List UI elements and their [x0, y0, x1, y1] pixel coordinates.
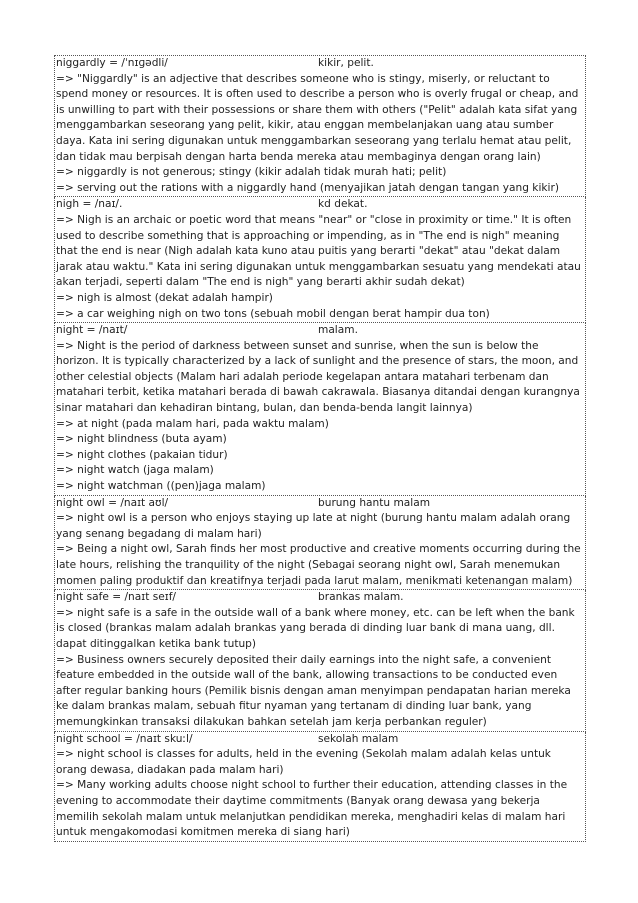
entry-meaning: burung hantu malam [318, 496, 431, 509]
entry-term: niggardly = /ˈnɪɡədli/ [56, 57, 168, 69]
entry-meaning: sekolah malam [318, 732, 399, 745]
entry-header [56, 56, 584, 72]
entry-line: => "Niggardly" is an adjective that describes someone who is stingy, miserly, or reluctant to spend money or resources. It is often used to describe a person who is overly frugal or cheap, and is unwilling to part with their possessions or share them with others ("Pelit" adalah kata sifat yang menggambarkan seseorang yang pelit, kikir, atau enggan membelanjakan uang atau sumber daya. Kata ini sering digunakan untuk menggambarkan seseorang yang terlalu hemat atau pelit, dan tidak mau berpisah dengan harta benda mereka atau membaginya dengan orang lain) [56, 72, 579, 163]
entry-line: => night blindness (buta ayam) [56, 433, 227, 446]
entry-header [56, 732, 584, 748]
entry-line: => night safe is a safe in the outside wall of a bank where money, etc. can be left when the bank is closed (brankas malam adalah brankas yang berada di dinding luar bank di mana uang, dll. dapat ditinggalkan ketika bank tutup) [56, 606, 575, 650]
entry-line: => a car weighing nigh on two tons (sebuah mobil dengan berat hampir dua ton) [56, 307, 490, 320]
entry-meaning: brankas malam. [318, 591, 404, 604]
entry-line: => night clothes (pakaian tidur) [56, 448, 228, 461]
entry-line: => Night is the period of darkness between sunset and sunrise, when the sun is below the horizon. It is typically characterized by a lack of sunlight and the presence of stars, the moon, and other celestial objects (Malam hari adalah periode kegelapan antara matahari terbenam dan matahari terbit, ketika matahari berada di bawah cakrawala. Biasanya ditandai dengan kurangnya sinar matahari dan kehadiran bintang, bulan, dan benda-benda langit lainnya) [56, 339, 580, 415]
entry-term: night safe = /naɪt seɪf/ [56, 591, 176, 604]
entry-line: => Many working adults choose night school to further their education, attending classes in the evening to accommodate their daytime commitments (Banyak orang dewasa yang bekerja memilih sekolah malam untuk melanjutkan pendidikan mereka, menghadiri kelas di malam hari untuk mengakomodasi komitmen mereka di siang hari) [56, 779, 568, 839]
entry-header [56, 197, 584, 213]
entry-meaning: kd dekat. [318, 198, 368, 211]
entry-line: => serving out the rations with a niggardly hand (menyajikan jatah dengan tangan yang kikir) [56, 181, 559, 194]
entry-niggardly [54, 55, 586, 197]
entry-line: => Being a night owl, Sarah finds her most productive and creative moments occurring during the late hours, relishing the tranquility of the night (Sebagai seorang night owl, Sarah menemukan momen paling produktif dan kreatifnya terjadi pada larut malam, menikmati ketenangan malam) [56, 543, 581, 587]
dictionary-document [54, 55, 586, 842]
entry-term: nigh = /naɪ/. [56, 198, 123, 211]
entry-night-owl [54, 496, 586, 591]
entry-line: => night watchman ((pen)jaga malam) [56, 480, 266, 493]
entry-term: night = /naɪt/ [56, 324, 128, 337]
entry-term: night school = /naɪt skuːl/ [56, 732, 193, 745]
entry-meaning: malam. [318, 324, 358, 337]
entry-header [56, 496, 584, 512]
entry-night [54, 323, 586, 496]
entry-night-safe [54, 590, 586, 731]
entry-night-school [54, 732, 586, 842]
entry-line: => Nigh is an archaic or poetic word that means "near" or "close in proximity or time." It is often used to describe something that is approaching or impending, as in "The end is nigh" meaning that the end is near (Nigh adalah kata kuno atau puitis yang berarti "dekat" atau "dekat dalam jarak atau waktu." Kata ini sering digunakan untuk menggambarkan sesuatu yang mendekati atau akan terjadi, seperti dalam "The end is nigh" yang berarti akhir sudah dekat) [56, 213, 581, 289]
entry-term: night owl = /naɪt aʊl/ [56, 496, 169, 509]
entry-line: => at night (pada malam hari, pada waktu malam) [56, 417, 329, 430]
entry-header [56, 323, 584, 339]
entry-line: => night owl is a person who enjoys staying up late at night (burung hantu malam adalah orang yang senang begadang di malam hari) [56, 512, 571, 540]
entry-line: => niggardly is not generous; stingy (kikir adalah tidak murah hati; pelit) [56, 166, 447, 179]
entry-line: => night watch (jaga malam) [56, 464, 214, 477]
entry-line: => nigh is almost (dekat adalah hampir) [56, 291, 273, 304]
entry-nigh [54, 197, 586, 323]
entry-line: => night school is classes for adults, held in the evening (Sekolah malam adalah kelas untuk orang dewasa, diadakan pada malam hari) [56, 748, 551, 776]
entry-header [56, 590, 584, 606]
entry-meaning: kikir, pelit. [318, 57, 374, 69]
entry-line: => Business owners securely deposited their daily earnings into the night safe, a convenient feature embedded in the outside wall of the bank, allowing transactions to be conducted even after regular banking hours (Pemilik bisnis dengan aman menyimpan pendapatan harian mereka ke dalam brankas malam, sebuah fitur nyaman yang tertanam di dinding luar bank, yang memungkinkan transaksi dilakukan bahkan setelah jam kerja perbankan reguler) [56, 653, 571, 728]
